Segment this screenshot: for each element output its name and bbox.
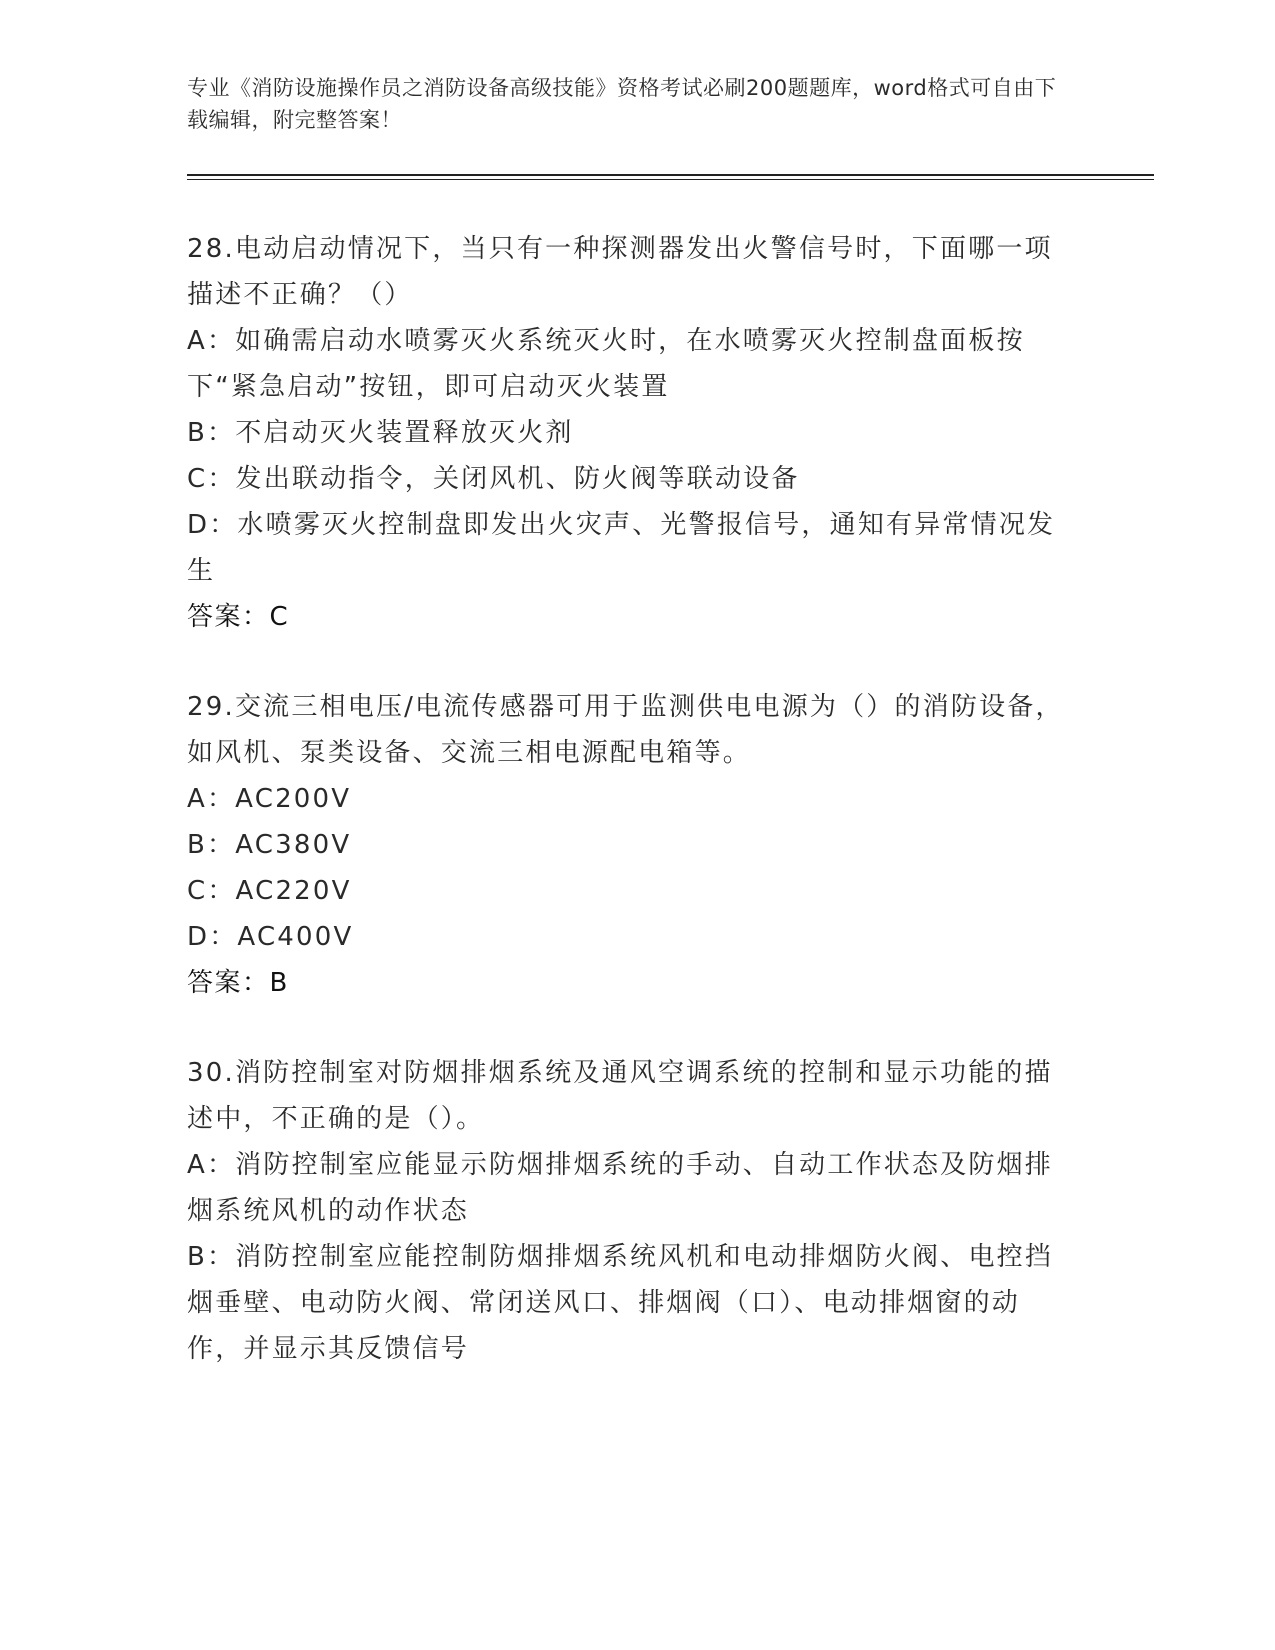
answer-line: 答案：C [187, 602, 290, 632]
document-header: 专业《消防设施操作员之消防设备高级技能》资格考试必刷200题题库，word格式可自由下载编辑，附完整答案！ [187, 76, 1057, 132]
option-c: C：AC220V [187, 876, 352, 906]
option-b: B：消防控制室应能控制防烟排烟系统风机和电动排烟防火阀、电控挡烟垂壁、电动防火阀、常闭送风口、排烟阀（口）、电动排烟窗的动作，并显示其反馈信号 [187, 1242, 1054, 1364]
option-b: B：不启动灭火装置释放灭火剂 [187, 418, 574, 448]
question-28 [187, 226, 1067, 640]
option-a: A：AC200V [187, 784, 352, 814]
answer-line: 答案：B [187, 968, 289, 998]
option-a: A：如确需启动水喷雾灭火系统灭火时，在水喷雾灭火控制盘面板按下“紧急启动”按钮，即可启动灭火装置 [187, 326, 1025, 402]
divider-thick-line [187, 174, 1154, 176]
option-d: D：AC400V [187, 922, 354, 952]
option-a: A：消防控制室应能显示防烟排烟系统的手动、自动工作状态及防烟排烟系统风机的动作状态 [187, 1150, 1053, 1226]
option-d: D：水喷雾灭火控制盘即发出火灾声、光警报信号，通知有异常情况发生 [187, 510, 1056, 586]
question-stem: 29.交流三相电压/电流传感器可用于监测供电电源为（）的消防设备，如风机、泵类设备、交流三相电源配电箱等。 [187, 692, 1064, 768]
question-30 [187, 1050, 1067, 1372]
question-stem: 28.电动启动情况下，当只有一种探测器发出火警信号时，下面哪一项描述不正确？（） [187, 234, 1053, 310]
option-c: C：发出联动指令，关闭风机、防火阀等联动设备 [187, 464, 800, 494]
question-stem: 30.消防控制室对防烟排烟系统及通风空调系统的控制和显示功能的描述中，不正确的是（）。 [187, 1058, 1053, 1134]
divider-thin-line [187, 179, 1154, 180]
question-29 [187, 684, 1067, 1006]
document-page [187, 72, 1067, 1372]
option-b: B：AC380V [187, 830, 352, 860]
header-divider [187, 174, 1154, 180]
